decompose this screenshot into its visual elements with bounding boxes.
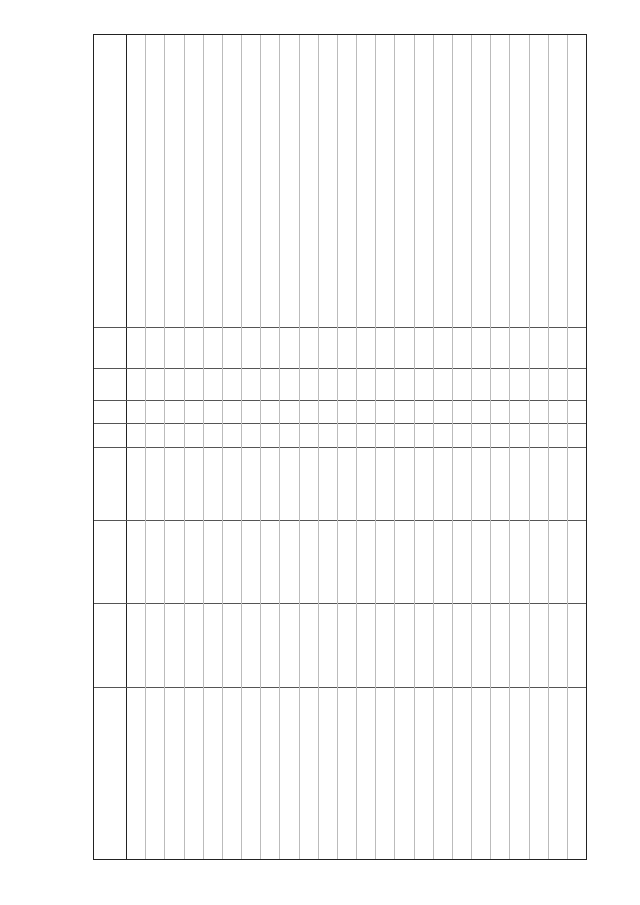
column-separator [94,400,586,401]
row-separator [567,35,568,859]
column-separator [94,327,586,328]
row-separator [375,35,376,859]
column-separator [94,447,586,448]
row-separator [299,35,300,859]
page-number [31,419,45,459]
row-separator [509,35,510,859]
budget-table [93,34,587,860]
column-separator [94,603,586,604]
row-separator [490,35,491,859]
row-separator [164,35,165,859]
row-separator [414,35,415,859]
row-separator [452,35,453,859]
row-separator [241,35,242,859]
column-separator [94,368,586,369]
row-separator [260,35,261,859]
row-separator [548,35,549,859]
row-separator [337,35,338,859]
row-separator [394,35,395,859]
row-separator [145,35,146,859]
row-separator [203,35,204,859]
column-separator [94,423,586,424]
row-separator [471,35,472,859]
column-separator [94,687,586,688]
row-separator [529,35,530,859]
row-separator [222,35,223,859]
column-separator [94,520,586,521]
row-separator [279,35,280,859]
row-separator [433,35,434,859]
row-separator [356,35,357,859]
row-separator [318,35,319,859]
row-separator [184,35,185,859]
